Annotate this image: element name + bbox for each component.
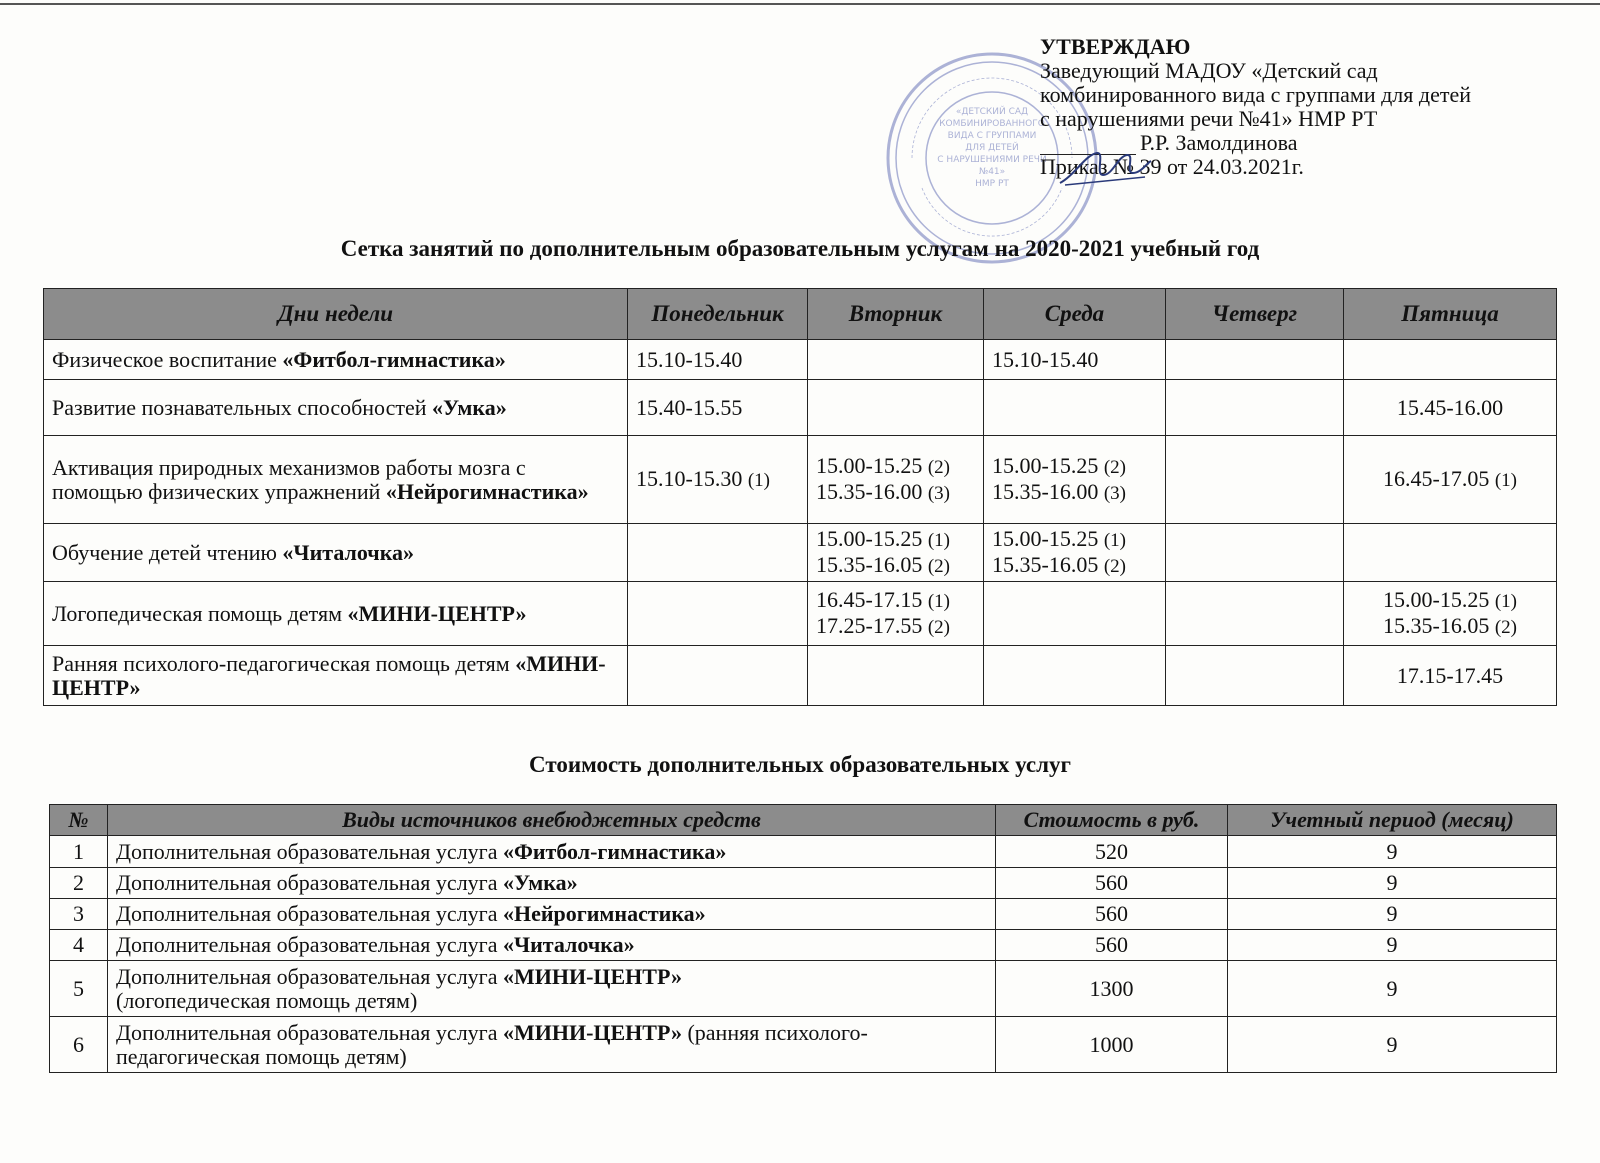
period-cell: 9 [1228, 899, 1557, 930]
monday-cell: 15.40-15.55 [628, 380, 808, 436]
costs-title: Стоимость дополнительных образовательных услуг [529, 752, 1071, 777]
row-number: 2 [50, 868, 108, 899]
table-row [50, 1017, 1557, 1073]
thursday-cell [1166, 524, 1344, 582]
header-price: Стоимость в руб. [996, 805, 1228, 836]
activity-cell: Развитие познавательных способностей «Умка» [44, 380, 628, 436]
tuesday-cell: 15.00-15.25 (1) 15.35-16.05 (2) [808, 524, 984, 582]
wednesday-cell: 15.00-15.25 (2) 15.35-16.00 (3) [984, 436, 1166, 524]
table-row [44, 524, 1557, 582]
period-cell: 9 [1228, 868, 1557, 899]
table-row [44, 380, 1557, 436]
approval-header: УТВЕРЖДАЮ [1040, 34, 1191, 59]
svg-text:НМР РТ: НМР РТ [975, 179, 1009, 189]
service-name: Дополнительная образовательная услуга «МИНИ-ЦЕНТР» (ранняя психолого-педагогическая помощь детям) [108, 1017, 996, 1073]
period-cell: 9 [1228, 836, 1557, 868]
wednesday-cell [984, 646, 1166, 706]
row-number: 6 [50, 1017, 108, 1073]
scan-top-edge [0, 3, 1600, 5]
friday-cell [1344, 524, 1557, 582]
monday-cell [628, 524, 808, 582]
price-cell: 1300 [996, 961, 1228, 1017]
wednesday-cell [984, 582, 1166, 646]
friday-cell [1344, 340, 1557, 380]
wednesday-cell: 15.00-15.25 (1) 15.35-16.05 (2) [984, 524, 1166, 582]
table-row [50, 899, 1557, 930]
row-number: 5 [50, 961, 108, 1017]
schedule-title: Сетка занятий по дополнительным образовательным услугам на 2020-2021 учебный год [340, 236, 1260, 261]
tuesday-cell: 16.45-17.15 (1) 17.25-17.55 (2) [808, 582, 984, 646]
service-name: Дополнительная образовательная услуга «Умка» [108, 868, 996, 899]
table-row [44, 646, 1557, 706]
svg-text:ВИДА С ГРУППАМИ: ВИДА С ГРУППАМИ [947, 131, 1037, 141]
activity-cell: Ранняя психолого-педагогическая помощь детям «МИНИ-ЦЕНТР» [44, 646, 628, 706]
friday-cell: 17.15-17.45 [1344, 646, 1557, 706]
table-row [50, 930, 1557, 961]
row-number: 3 [50, 899, 108, 930]
header-number: № [50, 805, 108, 836]
row-number: 1 [50, 836, 108, 868]
svg-text:№41»: №41» [978, 167, 1006, 177]
service-name: Дополнительная образовательная услуга «Читалочка» [108, 930, 996, 961]
header-thursday: Четверг [1166, 289, 1344, 340]
monday-cell: 15.10-15.30 (1) [628, 436, 808, 524]
row-number: 4 [50, 930, 108, 961]
wednesday-cell: 15.10-15.40 [984, 340, 1166, 380]
price-cell: 520 [996, 836, 1228, 868]
tuesday-cell [808, 380, 984, 436]
tuesday-cell [808, 646, 984, 706]
table-row [50, 836, 1557, 868]
friday-cell: 16.45-17.05 (1) [1344, 436, 1557, 524]
activity-cell: Логопедическая помощь детям «МИНИ-ЦЕНТР» [44, 582, 628, 646]
svg-text:КОМБИНИРОВАННОГО: КОМБИНИРОВАННОГО [939, 119, 1045, 129]
approval-line-2: комбинированного вида с группами для детей [1040, 82, 1471, 107]
friday-cell: 15.45-16.00 [1344, 380, 1557, 436]
table-row [50, 961, 1557, 1017]
thursday-cell [1166, 380, 1344, 436]
table-row [50, 868, 1557, 899]
costs-table [49, 804, 1557, 1073]
service-name: Дополнительная образовательная услуга «МИНИ-ЦЕНТР» (логопедическая помощь детям) [108, 961, 996, 1017]
header-wednesday: Среда [984, 289, 1166, 340]
price-cell: 560 [996, 930, 1228, 961]
header-tuesday: Вторник [808, 289, 984, 340]
svg-text:ДЛЯ ДЕТЕЙ: ДЛЯ ДЕТЕЙ [965, 143, 1019, 153]
header-monday: Понедельник [628, 289, 808, 340]
activity-cell: Активация природных механизмов работы мозга с помощью физических упражнений «Нейрогимнастика» [44, 436, 628, 524]
header-days: Дни недели [44, 289, 628, 340]
price-cell: 560 [996, 899, 1228, 930]
svg-text:«ДЕТСКИЙ САД: «ДЕТСКИЙ САД [955, 107, 1029, 117]
handwritten-signature [1055, 145, 1155, 190]
schedule-header-row [44, 289, 1557, 340]
thursday-cell [1166, 436, 1344, 524]
order-reference: Приказ № 39 от 24.03.2021г. [1040, 154, 1304, 179]
activity-cell: Обучение детей чтению «Читалочка» [44, 524, 628, 582]
table-row [44, 436, 1557, 524]
monday-cell [628, 646, 808, 706]
header-period: Учетный период (месяц) [1228, 805, 1557, 836]
monday-cell: 15.10-15.40 [628, 340, 808, 380]
signer-name: Р.Р. Замолдинова [1140, 130, 1298, 155]
price-cell: 560 [996, 868, 1228, 899]
tuesday-cell: 15.00-15.25 (2) 15.35-16.00 (3) [808, 436, 984, 524]
schedule-table [43, 288, 1557, 706]
header-friday: Пятница [1344, 289, 1557, 340]
price-cell: 1000 [996, 1017, 1228, 1073]
service-name: Дополнительная образовательная услуга «Фитбол-гимнастика» [108, 836, 996, 868]
tuesday-cell [808, 340, 984, 380]
period-cell: 9 [1228, 1017, 1557, 1073]
thursday-cell [1166, 340, 1344, 380]
wednesday-cell [984, 380, 1166, 436]
friday-cell: 15.00-15.25 (1) 15.35-16.05 (2) [1344, 582, 1557, 646]
svg-text:С НАРУШЕНИЯМИ РЕЧИ: С НАРУШЕНИЯМИ РЕЧИ [937, 155, 1047, 165]
approval-line-1: Заведующий МАДОУ «Детский сад [1040, 58, 1378, 83]
period-cell: 9 [1228, 961, 1557, 1017]
costs-header-row [50, 805, 1557, 836]
approval-line-3: с нарушениями речи №41» НМР РТ [1040, 106, 1378, 131]
table-row [44, 340, 1557, 380]
monday-cell [628, 582, 808, 646]
service-name: Дополнительная образовательная услуга «Нейрогимнастика» [108, 899, 996, 930]
period-cell: 9 [1228, 930, 1557, 961]
header-source-type: Виды источников внебюджетных средств [108, 805, 996, 836]
activity-cell: Физическое воспитание «Фитбол-гимнастика» [44, 340, 628, 380]
table-row [44, 582, 1557, 646]
thursday-cell [1166, 646, 1344, 706]
thursday-cell [1166, 582, 1344, 646]
